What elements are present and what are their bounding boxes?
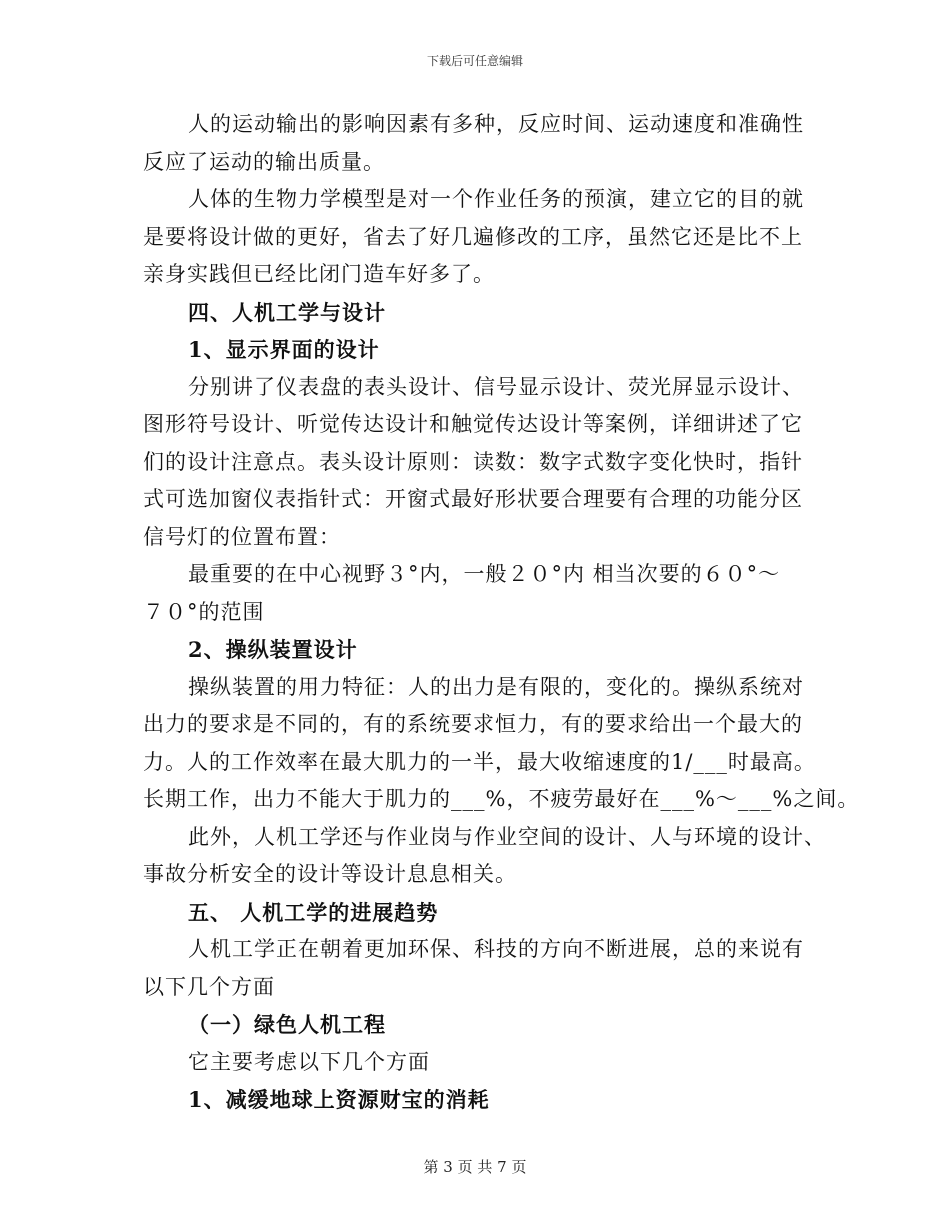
paragraph-line: 亲身实践但已经比闭门造车好多了。: [143, 262, 495, 286]
paragraph-line: ７０°的范围: [143, 599, 265, 624]
paragraph-line: 信号灯的位置布置：: [143, 524, 341, 549]
page-header: 下载后可任意编辑: [426, 54, 523, 68]
subsection-heading: （一）绿色人机工程: [188, 1012, 386, 1037]
paragraph-line: 长期工作，出力不能大于肌力的___%，不疲劳最好在___%～___%之间。: [143, 787, 860, 811]
paragraph-line: 反应了运动的输出质量。: [143, 149, 385, 174]
paragraph-line: 们的设计注意点。表头设计原则：读数：数字式数字变化快时，指针: [143, 449, 803, 474]
section-heading: 五、 人机工学的进展趋势: [188, 899, 439, 925]
paragraph-line: 图形符号设计、听觉传达设计和触觉传达设计等案例，详细讲述了它: [143, 412, 803, 436]
paragraph-line: 人机工学正在朝着更加环保、科技的方向不断进展，总的来说有: [188, 937, 804, 961]
paragraph-line: 式可选加窗仪表指针式：开窗式最好形状要合理要有合理的功能分区: [143, 487, 803, 511]
section-heading: 四、人机工学与设计: [188, 299, 386, 325]
subsection-heading: 2、操纵装置设计: [188, 637, 358, 662]
paragraph-line: 是要将设计做的更好，省去了好几遍修改的工序，虽然它还是比不上: [143, 224, 803, 249]
subsection-heading: 1、减缓地球上资源财宝的消耗: [188, 1087, 490, 1112]
paragraph-line: 最重要的在中心视野３°内，一般２０°内 相当次要的６０°～: [188, 562, 781, 586]
paragraph-line: 操纵装置的用力特征：人的出力是有限的，变化的。操纵系统对: [188, 674, 804, 699]
paragraph-line: 它主要考虑以下几个方面: [188, 1049, 430, 1074]
paragraph-line: 出力的要求是不同的，有的系统要求恒力，有的要求给出一个最大的: [143, 712, 803, 736]
paragraph-line: 力。人的工作效率在最大肌力的一半，最大收缩速度的1/___时最高。: [143, 749, 816, 774]
page-footer: 第 3 页 共 7 页: [423, 1158, 527, 1176]
paragraph-line: 事故分析安全的设计等设计息息相关。: [143, 862, 517, 886]
paragraph-line: 分别讲了仪表盘的表头设计、信号显示设计、荧光屏显示设计、: [188, 374, 804, 399]
paragraph-line: 此外，人机工学还与作业岗与作业空间的设计、人与环境的设计、: [188, 824, 826, 849]
paragraph-line: 人体的生物力学模型是对一个作业任务的预演，建立它的目的就: [188, 187, 804, 211]
paragraph-line: 人的运动输出的影响因素有多种，反应时间、运动速度和准确性: [188, 112, 804, 136]
paragraph-line: 以下几个方面: [143, 974, 275, 999]
subsection-heading: 1、显示界面的设计: [188, 337, 380, 362]
document-body: [143, 106, 860, 1119]
